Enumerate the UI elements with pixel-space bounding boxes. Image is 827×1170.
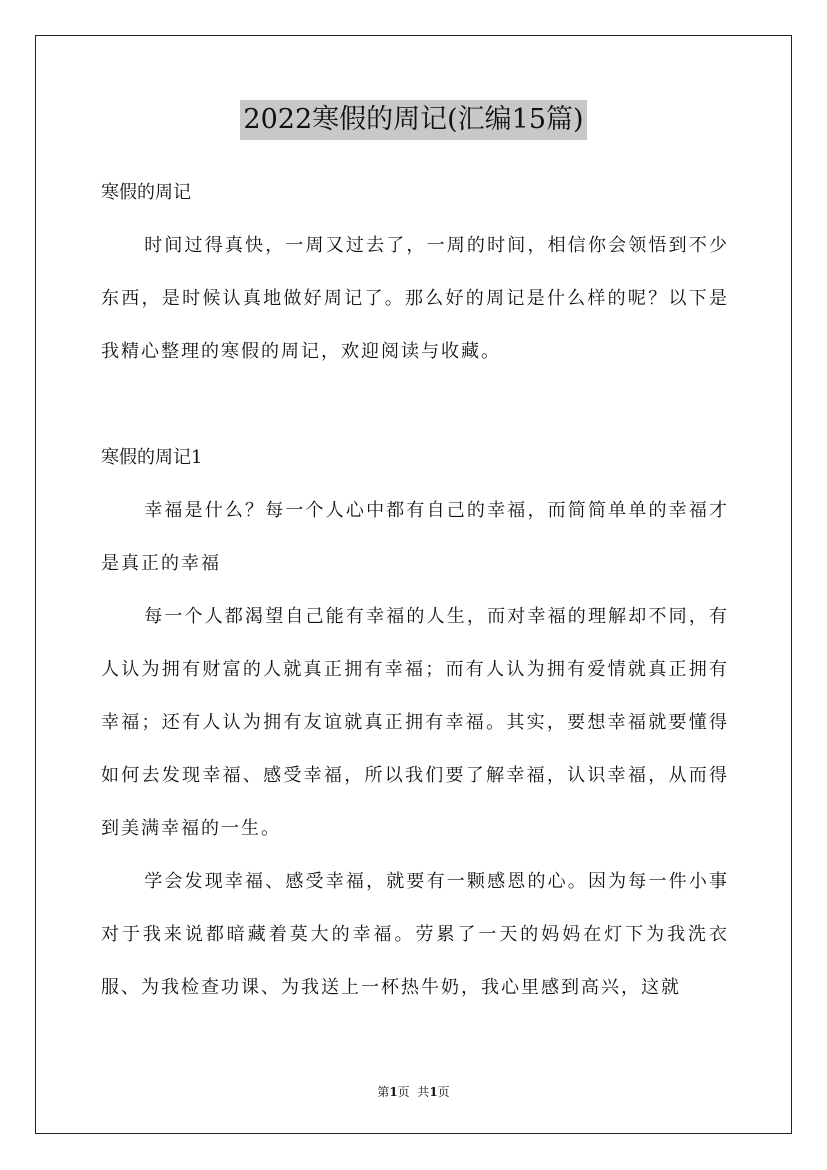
footer-page-mid: 页 共 (397, 1085, 430, 1099)
footer-page-suffix: 页 (437, 1085, 450, 1099)
section1-paragraph-3: 学会发现幸福、感受幸福，就要有一颗感恩的心。因为每一件小事对于我来说都暗藏着莫大的幸福。劳累了一天的妈妈在灯下为我洗衣服、为我检查功课、为我送上一杯热牛奶，我心里感到高兴，这就 (101, 871, 729, 998)
section-spacer (101, 378, 729, 431)
document-title: 2022寒假的周记(汇编15篇) (240, 100, 586, 140)
footer-page-current: 1 (389, 1085, 398, 1099)
footer-page-prefix: 第 (377, 1085, 390, 1099)
document-body (101, 166, 729, 1014)
section1-paragraph-2: 每一个人都渴望自己能有幸福的人生，而对幸福的理解却不同，有人认为拥有财富的人就真正拥有幸福；而有人认为拥有爱情就真正拥有幸福；还有人认为拥有友谊就真正拥有幸福。其实，要想幸福就要懂得如何去发现幸福、感受幸福，所以我们要了解幸福，认识幸福，从而得到美满幸福的一生。 (101, 606, 729, 839)
intro-heading: 寒假的周记 (101, 182, 191, 203)
intro-paragraph: 时间过得真快，一周又过去了，一周的时间，相信你会领悟到不少东西，是时候认真地做好周记了。那么好的周记是什么样的呢？以下是我精心整理的寒假的周记，欢迎阅读与收藏。 (101, 235, 729, 362)
title-container (0, 100, 827, 140)
page-footer (0, 1083, 827, 1101)
footer-page-total: 1 (429, 1085, 438, 1099)
section1-paragraph-1: 幸福是什么？每一个人心中都有自己的幸福，而简简单单的幸福才是真正的幸福 (101, 500, 729, 574)
section1-heading: 寒假的周记1 (101, 447, 203, 468)
